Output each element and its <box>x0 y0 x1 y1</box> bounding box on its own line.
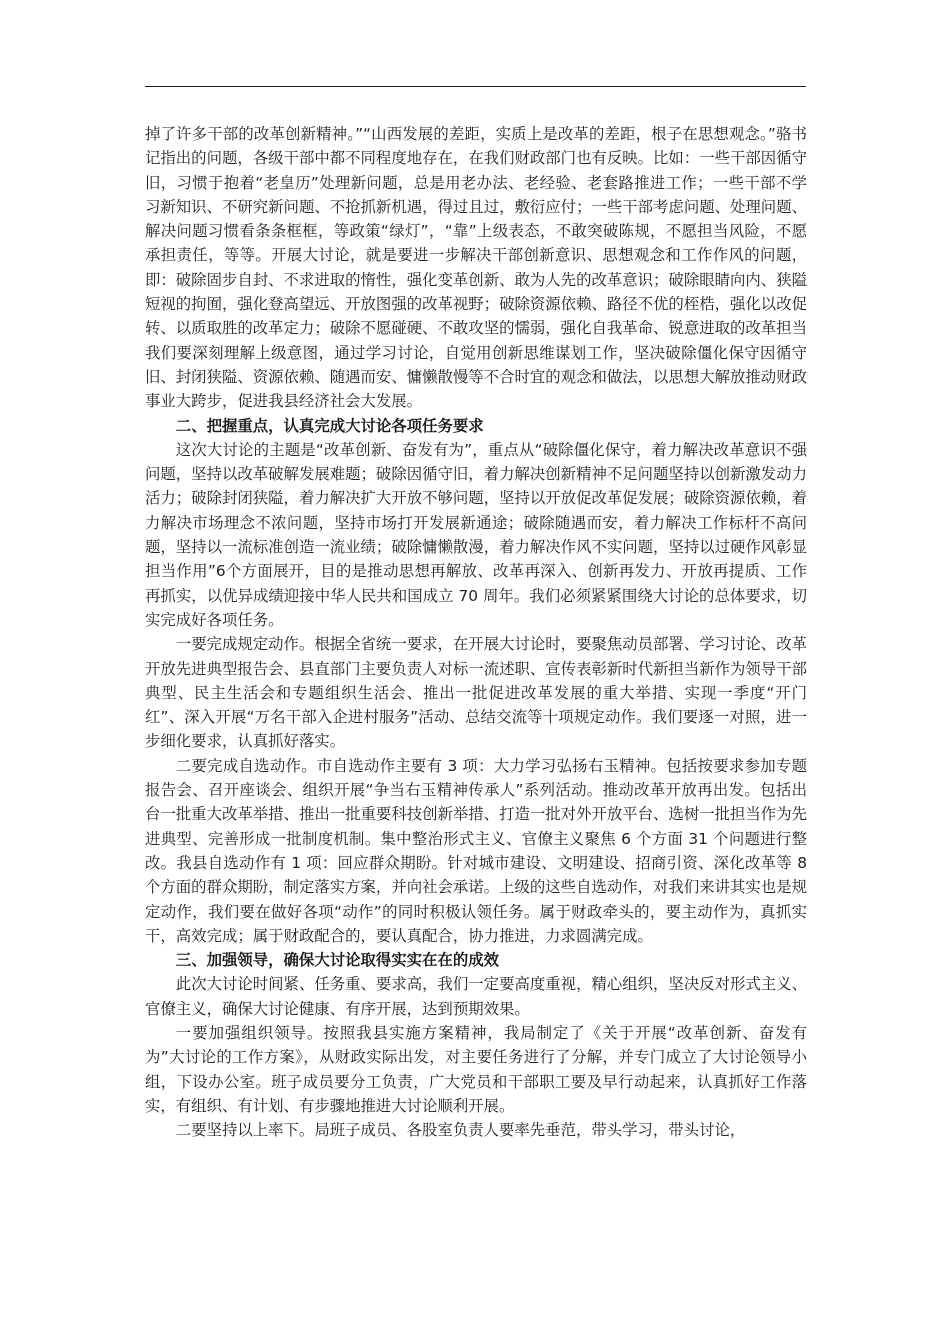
paragraph-leadership-intro: 此次大讨论时间紧、任务重、要求高，我们一定要高度重视，精心组织，坚决反对形式主义、官僚主义，确保大讨论健康、有序开展，达到预期效果。 <box>145 975 807 1018</box>
paragraph-organization: 一要加强组织领导。按照我县实施方案精神，我局制定了《关于开展“改革创新、奋发有为”大讨论的工作方案》，从财政实际出发，对主要任务进行了分解，并专门成立了大讨论领导小组，下设办公室。班子成员要分工负责，广大党员和干部职工要及早行动起来，认真抓好工作落实，有组织、有计划、有步骤地推进大讨论顺利开展。 <box>145 1023 807 1115</box>
paragraph-optional-actions: 二要完成自选动作。市自选动作主要有 3 项：大力学习弘扬右玉精神。包括按要求参加专题报告会、召开座谈会、组织开展“争当右玉精神传承人”系列活动。推动改革开放再出发。包括出台一批重大改革举措、推出一批重要科技创新举措、打造一批对外开放平台、选树一批担当作为先进典型、完善形成一批制度机制。集中整治形式主义、官僚主义聚焦 6 个方面 31 个问题进行整改。我县自选动作有 1 项：回应群众期盼。针对城市建设、文明建设、招商引资、深化改革等 8 个方面的群众期盼，制定落实方案，并向社会承诺。上级的这些自选动作，对我们来讲其实也是规定动作，我们要在做好各项“动作”的同时积极认领任务。属于财政牵头的，要主动作为，真抓实干，高效完成；属于财政配合的，要认真配合，协力推进，力求圆满完成。 <box>145 756 807 945</box>
section-heading-2: 二、把握重点，认真完成大讨论各项任务要求 <box>175 416 484 435</box>
paragraph-lead-by-example: 二要坚持以上率下。局班子成员、各股室负责人要率先垂范，带头学习，带头讨论， <box>175 1121 746 1140</box>
header-rule <box>145 86 806 87</box>
paragraph-continuation: 掉了许多干部的改革创新精神。”“山西发展的差距，实质上是改革的差距，根子在思想观念。”骆书记指出的问题，各级干部中都不同程度地存在，在我们财政部门也有反映。比如：一些干部因循守旧，习惯于抱着“老皇历”处理新问题，总是用老办法、老经验、老套路推进工作；一些干部不学习新知识、不研究新问题、不抢抓新机遇，得过且过，敷衍应付；一些干部考虑问题、处理问题、解决问题习惯看条条框框，等政策“绿灯”，“靠”上级表态，不敢突破陈规，不愿担当风险，不愿承担责任，等等。开展大讨论，就是要进一步解决干部创新意识、思想观念和工作作风的问题，即：破除固步自封、不求进取的惰性，强化变革创新、敢为人先的改革意识；破除眼睛向内、狭隘短视的拘囿，强化登高望远、开放图强的改革视野；破除资源依赖、路径不优的桎梏，强化以改促转、以质取胜的改革定力；破除不愿碰硬、不敢攻坚的懦弱，强化自我革命、锐意进取的改革担当我们要深刻理解上级意图，通过学习讨论，自觉用创新思维谋划工作，坚决破除僵化保守因循守旧、封闭狭隘、资源依赖、随遇而安、慵懒散慢等不合时宜的观念和做法，以思想大解放推动财政事业大跨步，促进我县经济社会大发展。 <box>145 125 807 411</box>
document-body <box>145 122 807 1142</box>
paragraph-required-actions: 一要完成规定动作。根据全省统一要求，在开展大讨论时，要聚焦动员部署、学习讨论、改革开放先进典型报告会、县直部门主要负责人对标一流述职、宣传表彰新时代新担当新作为领导干部典型、民主生活会和专题组织生活会、推出一批促进改革发展的重大举措、实现一季度“开门红”、深入开展“万名干部入企进村服务”活动、总结交流等十项规定动作。我们要逐一对照，进一步细化要求，认真抓好落实。 <box>145 635 807 751</box>
paragraph-discussion-theme: 这次大讨论的主题是“改革创新、奋发有为”，重点从“破除僵化保守，着力解决改革意识不强问题，坚持以改革破解发展难题；破除因循守旧，着力解决创新精神不足问题坚持以创新激发动力活力；破除封闭狭隘，着力解决扩大开放不够问题，坚持以开放促改革促发展；破除资源依赖，着力解决市场理念不浓问题，坚持市场打开发展新通途；破除随遇而安，着力解决工作标杆不高问题，坚持以一流标准创造一流业绩；破除慵懒散漫，着力解决作风不实问题，坚持以过硬作风彰显担当作用”6个方面展开，目的是推动思想再解放、改革再深入、创新再发力、开放再提质、工作再抓实，以优异成绩迎接中华人民共和国成立 70 周年。我们必须紧紧围绕大讨论的总体要求，切实完成好各项任务。 <box>145 440 807 629</box>
section-heading-3: 三、加强领导，确保大讨论取得实实在在的成效 <box>175 951 500 970</box>
